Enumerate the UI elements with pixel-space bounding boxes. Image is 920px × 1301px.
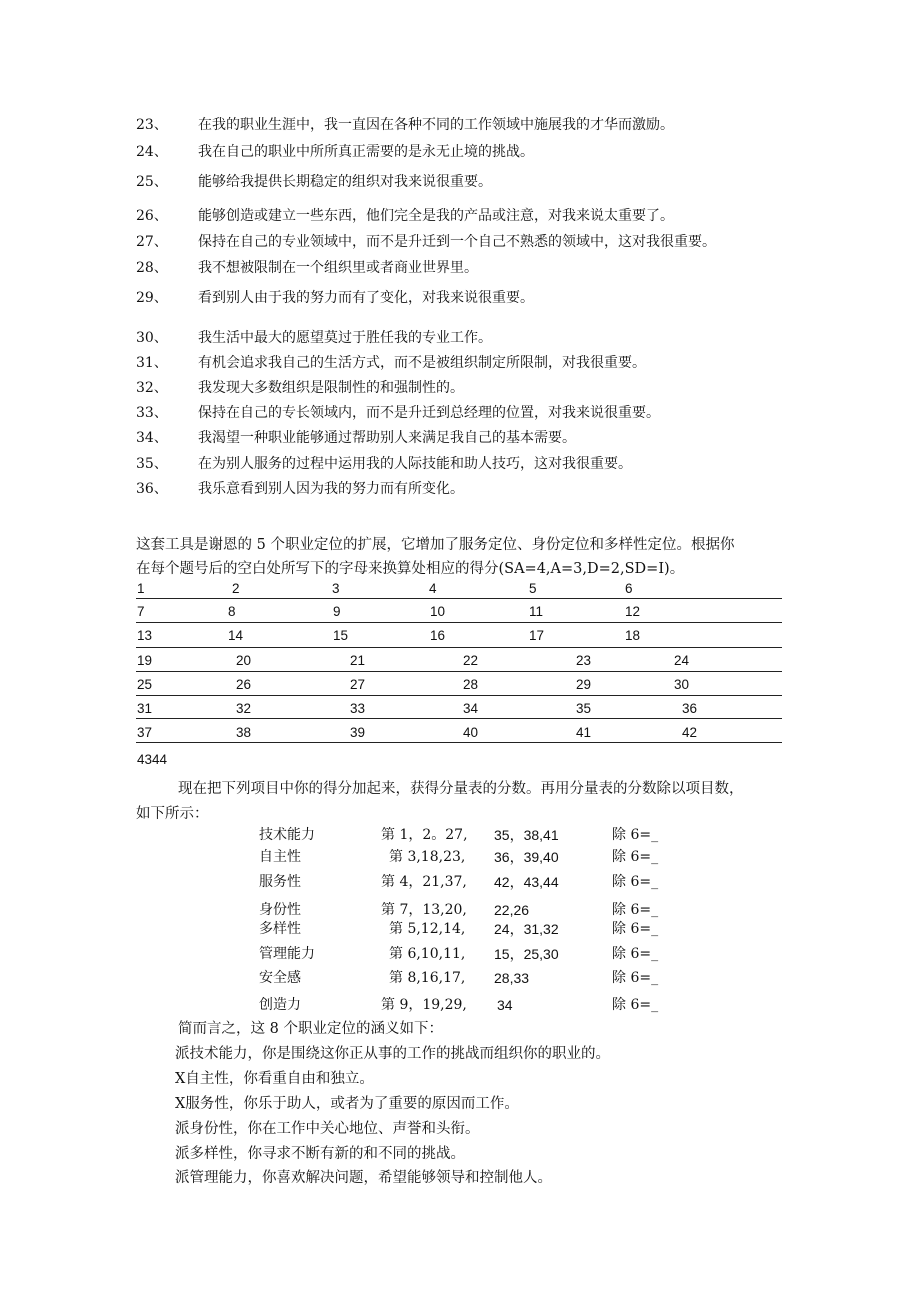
grid-cell: 39 — [350, 725, 366, 740]
grid-cell: 2 — [232, 581, 240, 596]
grid-divider — [136, 742, 782, 743]
question-text: 我生活中最大的愿望莫过于胜任我的专业工作。 — [198, 330, 492, 346]
grid-divider — [136, 695, 782, 696]
scale-name: 技术能力 — [259, 827, 315, 843]
grid-cell: 30 — [674, 677, 690, 692]
summary-line: 派多样性，你寻求不断有新的和不同的挑战。 — [175, 1146, 465, 1162]
question-text: 我在自己的职业中所所真正需要的是永无止境的挑战。 — [198, 144, 534, 160]
question-number: 27、 — [136, 234, 168, 250]
question-number: 36、 — [136, 481, 168, 497]
grid-cell: 17 — [529, 628, 545, 643]
grid-cell: 9 — [333, 604, 341, 619]
scale-items-extra: 22,26 — [494, 902, 530, 918]
scale-divide: 除 6=_ — [612, 997, 659, 1013]
scale-items-extra: 24，31,32 — [494, 921, 559, 937]
question-number: 34、 — [136, 430, 168, 446]
scale-items: 第 5,12,14, — [389, 921, 466, 937]
question-number: 24、 — [136, 144, 168, 160]
grid-cell: 36 — [682, 701, 698, 716]
question-text: 我渴望一种职业能够通过帮助别人来满足我自己的基本需要。 — [198, 430, 576, 446]
question-number: 32、 — [136, 380, 168, 396]
grid-cell: 32 — [236, 701, 252, 716]
scale-divide: 除 6=_ — [612, 902, 659, 918]
grid-cell: 26 — [236, 677, 252, 692]
grid-cell: 19 — [137, 653, 153, 668]
question-text: 有机会追求我自己的生活方式，而不是被组织制定所限制，对我很重要。 — [198, 355, 646, 371]
question-text: 我不想被限制在一个组织里或者商业世界里。 — [198, 260, 478, 276]
grid-cell: 21 — [350, 653, 366, 668]
grid-cell: 15 — [333, 628, 349, 643]
grid-cell: 18 — [625, 628, 641, 643]
grid-cell: 22 — [463, 653, 479, 668]
scale-divide: 除 6=_ — [612, 970, 659, 986]
question-text: 看到别人由于我的努力而有了变化，对我来说很重要。 — [198, 290, 534, 306]
grid-divider — [136, 622, 782, 623]
summary-line: X服务性，你乐于助人，或者为了重要的原因而工作。 — [175, 1096, 519, 1112]
question-text: 在我的职业生涯中，我一直因在各种不同的工作领域中施展我的才华而激励。 — [198, 117, 674, 133]
scale-divide: 除 6=_ — [612, 874, 659, 890]
stray-number: 4344 — [137, 752, 168, 767]
question-text: 保持在自己的专长领域内，而不是升迁到总经理的位置，对我来说很重要。 — [198, 405, 660, 421]
scale-items-extra: 15，25,30 — [494, 946, 559, 962]
scale-name: 服务性 — [259, 874, 301, 890]
question-number: 23、 — [136, 117, 168, 133]
intro-line-2: 在每个题号后的空白处所写下的字母来换算处相应的得分(SA=4,A=3,D=2,SD=I)。 — [136, 561, 685, 577]
grid-cell: 6 — [625, 581, 633, 596]
scale-name: 身份性 — [259, 902, 301, 918]
scale-items-extra: 28,33 — [494, 970, 530, 986]
summary-line: 派技术能力，你是围绕这你正从事的工作的挑战而组织你的职业的。 — [175, 1046, 610, 1062]
intro-line-1: 这套工具是谢恩的 5 个职业定位的扩展，它增加了服务定位、身份定位和多样性定位。根据你 — [136, 537, 735, 553]
grid-cell: 31 — [137, 701, 153, 716]
scale-divide: 除 6=_ — [612, 849, 659, 865]
question-number: 31、 — [136, 355, 168, 371]
scale-divide: 除 6=_ — [612, 827, 659, 843]
scale-items: 第 6,10,11, — [389, 946, 466, 962]
grid-cell: 37 — [137, 725, 153, 740]
grid-cell: 3 — [332, 581, 340, 596]
grid-cell: 11 — [529, 604, 544, 619]
scale-name: 多样性 — [259, 921, 301, 937]
grid-cell: 13 — [137, 628, 153, 643]
summary-line: 派管理能力，你喜欢解决问题，希望能够领导和控制他人。 — [175, 1170, 552, 1186]
grid-cell: 38 — [236, 725, 252, 740]
scale-divide: 除 6=_ — [612, 946, 659, 962]
question-number: 35、 — [136, 456, 168, 472]
scale-items-extra: 34 — [497, 997, 513, 1013]
grid-cell: 25 — [137, 677, 153, 692]
grid-cell: 33 — [350, 701, 366, 716]
grid-cell: 41 — [576, 725, 592, 740]
question-number: 25、 — [136, 174, 168, 190]
question-number: 26、 — [136, 208, 168, 224]
scale-items-extra: 42，43,44 — [494, 874, 559, 890]
grid-cell: 42 — [682, 725, 698, 740]
scale-items: 第 3,18,23, — [389, 849, 466, 865]
question-text: 我乐意看到别人因为我的努力而有所变化。 — [198, 481, 464, 497]
summary-heading: 简而言之，这 8 个职业定位的涵义如下： — [178, 1021, 443, 1037]
scale-items: 第 4，21,37, — [381, 874, 467, 890]
sum-instruction-line-2: 如下所示： — [136, 806, 209, 822]
summary-line: X自主性，你看重自由和独立。 — [175, 1071, 374, 1087]
question-number: 30、 — [136, 330, 168, 346]
grid-divider — [136, 647, 782, 648]
grid-divider — [136, 671, 782, 672]
scale-name: 安全感 — [259, 970, 301, 986]
question-number: 33、 — [136, 405, 168, 421]
question-text: 能够给我提供长期稳定的组织对我来说很重要。 — [198, 174, 492, 190]
grid-cell: 8 — [228, 604, 236, 619]
grid-cell: 7 — [137, 604, 145, 619]
grid-cell: 12 — [625, 604, 641, 619]
grid-cell: 20 — [236, 653, 252, 668]
grid-divider — [136, 598, 782, 599]
grid-cell: 5 — [529, 581, 537, 596]
grid-cell: 28 — [463, 677, 479, 692]
grid-cell: 14 — [228, 628, 244, 643]
grid-divider — [136, 718, 782, 719]
scale-name: 创造力 — [259, 997, 301, 1013]
summary-line: 派身份性，你在工作中关心地位、声誉和头衔。 — [175, 1121, 480, 1137]
question-text: 能够创造或建立一些东西，他们完全是我的产品或注意，对我来说太重要了。 — [198, 208, 674, 224]
scale-divide: 除 6=_ — [612, 921, 659, 937]
grid-cell: 29 — [576, 677, 592, 692]
question-number: 29、 — [136, 290, 168, 306]
scale-name: 管理能力 — [259, 946, 315, 962]
grid-cell: 16 — [430, 628, 446, 643]
scale-name: 自主性 — [259, 849, 301, 865]
grid-cell: 34 — [463, 701, 479, 716]
question-text: 在为别人服务的过程中运用我的人际技能和助人技巧，这对我很重要。 — [198, 456, 632, 472]
grid-cell: 24 — [674, 653, 690, 668]
scale-items: 第 9，19,29, — [381, 997, 467, 1013]
grid-cell: 35 — [576, 701, 592, 716]
grid-cell: 27 — [350, 677, 366, 692]
grid-cell: 4 — [429, 581, 437, 596]
scale-items: 第 7，13,20, — [381, 902, 467, 918]
grid-cell: 1 — [137, 581, 145, 596]
sum-instruction-line-1: 现在把下列项目中你的得分加起来，获得分量表的分数。再用分量表的分数除以项目数， — [178, 781, 744, 797]
question-text: 保持在自己的专业领域中，而不是升迁到一个自己不熟悉的领域中，这对我很重要。 — [198, 234, 716, 250]
grid-cell: 10 — [430, 604, 446, 619]
scale-items: 第 1，2。27, — [381, 827, 468, 843]
grid-cell: 23 — [576, 653, 592, 668]
scale-items-extra: 35，38,41 — [494, 827, 559, 843]
scale-items-extra: 36，39,40 — [494, 849, 559, 865]
question-text: 我发现大多数组织是限制性的和强制性的。 — [198, 380, 464, 396]
question-number: 28、 — [136, 260, 168, 276]
grid-cell: 40 — [463, 725, 479, 740]
scale-items: 第 8,16,17, — [389, 970, 466, 986]
